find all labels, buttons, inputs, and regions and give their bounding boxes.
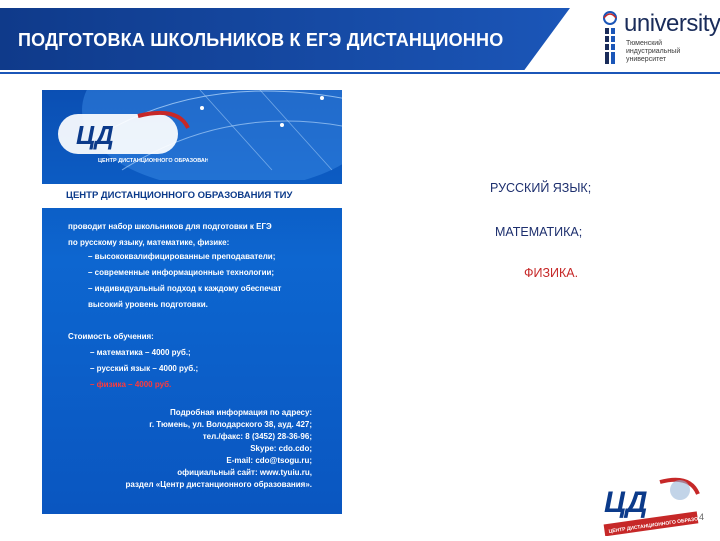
svg-text:ЦД: ЦД bbox=[604, 486, 648, 519]
poster-heading: ЦЕНТР ДИСТАНЦИОННОГО ОБРАЗОВАНИЯ ТИУ bbox=[66, 190, 293, 201]
university-emblem-icon bbox=[598, 8, 622, 68]
svg-text:ЦЕНТР ДИСТАНЦИОННОГО ОБРАЗОВАН: ЦЕНТР ДИСТАНЦИОННОГО ОБРАЗОВАНИЯ bbox=[608, 513, 704, 535]
poster-bullet: – высококвалифицированные преподаватели; bbox=[88, 252, 276, 261]
poster-contact-line: официальный сайт: www.tyuiu.ru, bbox=[177, 468, 312, 477]
logo-wordmark: university bbox=[624, 10, 720, 37]
subject-russian: РУССКИЙ ЯЗЫК; bbox=[490, 181, 592, 195]
logo-subtitle: Тюменский индустриальный университет bbox=[626, 40, 681, 63]
poster-contact-line: E-mail: cdo@tsogu.ru; bbox=[226, 456, 312, 465]
poster-cost-item: – русский язык – 4000 руб.; bbox=[90, 364, 199, 373]
poster-contact-line: г. Тюмень, ул. Володарского 38, ауд. 427; bbox=[149, 420, 312, 429]
page-number: 4 bbox=[699, 512, 705, 522]
university-logo bbox=[598, 8, 720, 70]
poster-cd-logo bbox=[58, 108, 208, 168]
header-divider bbox=[0, 72, 720, 74]
poster-cost-item: – физика – 4000 руб. bbox=[90, 380, 172, 389]
poster-bullet: – индивидуальный подход к каждому обеспечат bbox=[88, 284, 282, 293]
poster-bullet: высокий уровень подготовки. bbox=[88, 300, 208, 309]
poster-contact-line: Подробная информация по адресу: bbox=[170, 408, 312, 417]
corner-cd-logo bbox=[600, 472, 704, 536]
slide-title: ПОДГОТОВКА ШКОЛЬНИКОВ К ЕГЭ ДИСТАНЦИОННО bbox=[18, 30, 504, 50]
poster-contact-line: раздел «Центр дистанционного образования». bbox=[125, 480, 312, 489]
poster-intro-line: по русскому языку, математике, физике: bbox=[68, 238, 230, 247]
subject-physics: ФИЗИКА. bbox=[524, 266, 579, 280]
slide-header bbox=[0, 0, 720, 78]
poster-cost-title: Стоимость обучения: bbox=[68, 332, 154, 341]
poster-bullet: – современные информационные технологии; bbox=[88, 268, 275, 277]
subject-math: МАТЕМАТИКА; bbox=[495, 225, 583, 239]
svg-text:ЦД: ЦД bbox=[76, 120, 114, 150]
info-poster bbox=[42, 90, 342, 514]
poster-contact-line: Skype: cdo.cdo; bbox=[250, 444, 312, 453]
poster-intro-line: проводит набор школьников для подготовки к ЕГЭ bbox=[68, 222, 272, 231]
poster-cost-item: – математика – 4000 руб.; bbox=[90, 348, 191, 357]
svg-text:ЦЕНТР ДИСТАНЦИОННОГО ОБРАЗОВАН: ЦЕНТР ДИСТАНЦИОННОГО ОБРАЗОВАНИЯ bbox=[98, 158, 208, 164]
poster-contact-line: тел./факс: 8 (3452) 28-36-96; bbox=[202, 432, 312, 441]
